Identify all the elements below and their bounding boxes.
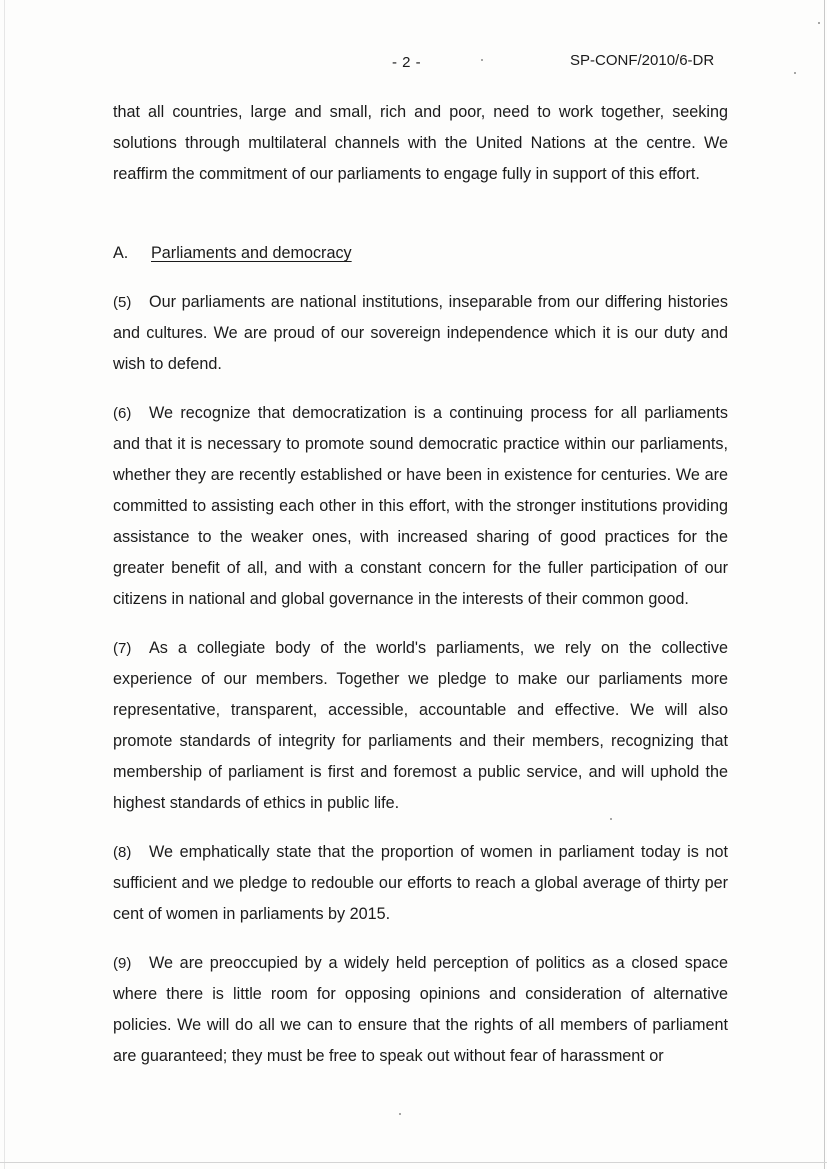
paragraph-5 — [113, 287, 728, 380]
scan-edge-bottom — [0, 1162, 827, 1163]
section-letter: A. — [113, 244, 129, 262]
paragraph-number: (9) — [113, 955, 132, 972]
paragraph-text: Our parliaments are national institutions, inseparable from our differing histories and cultures. We are proud of our sovereign independence which it is our duty and wish to defend. — [113, 293, 728, 373]
paragraph-text: We emphatically state that the proportion of women in parliament today is not sufficient and we pledge to redouble our efforts to reach a global average of thirty per cent of women in parliaments by 2015. — [113, 843, 728, 923]
paragraph-number: (6) — [113, 405, 132, 422]
paragraph-number: (5) — [113, 294, 132, 311]
paragraph-7 — [113, 633, 728, 819]
document-reference: SP-CONF/2010/6-DR — [570, 52, 715, 69]
paragraph-text: We are preoccupied by a widely held perception of politics as a closed space where there is little room for opposing opinions and consideration of alternative policies. We will do all we can to ensure that the rights of all members of parliament are guaranteed; they must be free to speak out without fear of harassment or — [113, 954, 728, 1065]
paragraph-6 — [113, 398, 728, 615]
scan-speck — [818, 22, 820, 24]
scan-speck — [481, 59, 483, 61]
paragraph-text: As a collegiate body of the world's parliaments, we rely on the collective experience of our members. Together we pledge to make our parliaments more representative, transparent, accessible, accountable and effective. We will also promote standards of integrity for parliaments and their members, recognizing that membership of parliament is first and foremost a public service, and will uphold the highest standards of ethics in public life. — [113, 639, 728, 812]
page-number: - 2 - — [392, 54, 422, 71]
scan-edge-right — [824, 0, 825, 1169]
paragraph-9 — [113, 948, 728, 1072]
paragraph-number: (7) — [113, 640, 132, 657]
paragraph-8 — [113, 837, 728, 930]
section-heading — [113, 238, 728, 269]
paragraph-text: We recognize that democratization is a continuing process for all parliaments and that it is necessary to promote sound democratic practice within our parliaments, whether they are recently established or have been in existence for centuries. We are committed to assisting each other in this effort, with the stronger institutions providing assistance to the weaker ones, with increased sharing of good practices for the greater benefit of all, and with a constant concern for the fuller participation of our citizens in national and global governance in the interests of their common good. — [113, 404, 728, 608]
scan-speck — [794, 72, 796, 74]
section-title: Parliaments and democracy — [151, 244, 352, 262]
scan-edge-left — [4, 0, 5, 1169]
paragraph-number: (8) — [113, 844, 132, 861]
continuation-paragraph: that all countries, large and small, rich and poor, need to work together, seeking solutions through multilateral channels with the United Nations at the centre. We reaffirm the commitment of our parliaments to engage fully in support of this effort. — [113, 103, 728, 183]
scan-speck — [399, 1113, 401, 1115]
document-body — [113, 97, 728, 1090]
